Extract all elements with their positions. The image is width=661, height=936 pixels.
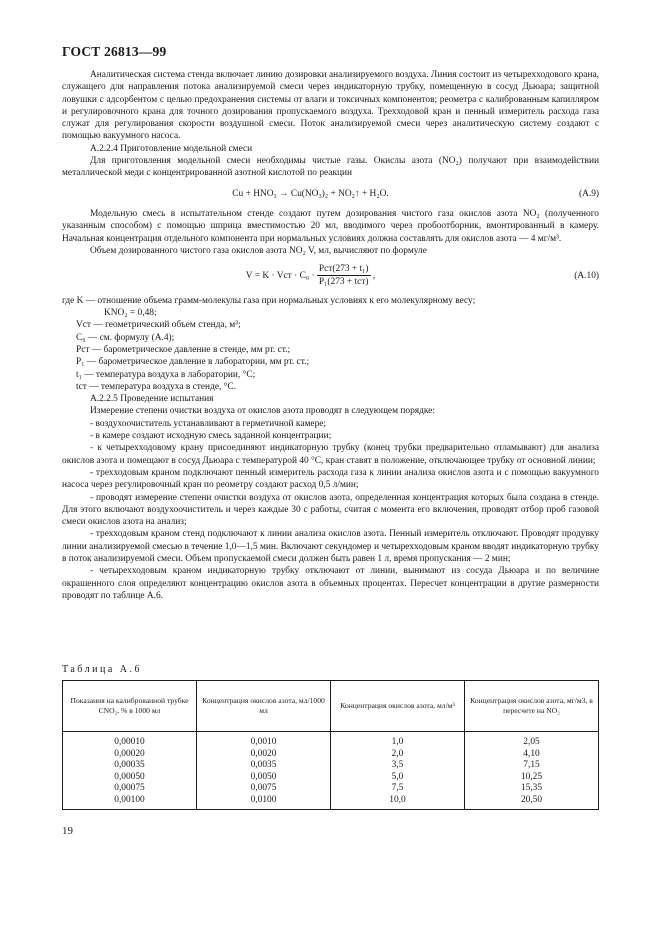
table-cell: 2,0 [331, 749, 465, 761]
table-cell: 0,00100 [63, 795, 197, 810]
table-cell: 20,50 [465, 795, 599, 810]
procedure-step: - проводят измерение степени очистки воздуха от окислов азота, определенная концентрация которых была создана в стенде. Для этого включают воздухоочиститель и через каждые 30 с работы, считая с момента его включения, проводят отбор проб газовой смеси окислов азота на анализ; [62, 492, 599, 528]
procedure-step: - в камере создают исходную смесь заданной концентрации; [90, 431, 332, 442]
table-header-cell: Концентрация окислов азота, мл/1000 мл [197, 681, 331, 732]
table-cell: 0,00020 [63, 749, 197, 761]
table-cell: 0,0075 [197, 783, 331, 795]
body-text [62, 69, 599, 602]
formula-a10-numerator: Pст(273 + t₁) [317, 263, 371, 276]
table-cell: 4,10 [465, 749, 599, 761]
formula-a10-left: V = K · Vст · C₀ · [245, 271, 315, 282]
paragraph-analytic-system: Аналитическая система стенда включает линию дозировки анализируемого воздуха. Линия состоит из четырехходового крана, служащего для направления потока анализируемой смеси через индикаторную трубку, помещенную в сосуд Дьюара; защитной ловушки с адсорбентом с целью предохранения системы от влаги и токсичных компонентов; реометра с калиброванным капилляром и регулировочного крана для точного дозирования пропускаемого воздуха. Трехходовой кран и пенный измеритель расхода газа служат для регулирования скорости воздушной смеси. Поток анализируемой смеси через аналитическую систему создают с помощью вакуумного насоса. [62, 70, 599, 142]
page-number: 19 [62, 825, 73, 837]
paragraph-volume-intro: Объем дозированного чистого газа окислов азота NO₂ V, мл, вычисляют по формуле [90, 245, 427, 256]
section-heading-a224: А.2.2.4 Приготовление модельной смеси [90, 143, 253, 154]
definition-t-st: tст — температура воздуха в стенде, °С. [76, 381, 237, 392]
table-row [63, 795, 599, 810]
conversion-table [62, 680, 599, 810]
procedure-step: - к четырехходовому крану присоединяют индикаторную трубку (конец трубки предварительно отламывают) для анализа окислов азота и помещают в сосуд Дьюара с температурой 40 °С, кран ставят в положение, отключающее трубку от основной линии; [62, 443, 599, 466]
table-header-row [63, 681, 599, 732]
section-heading-a225: А.2.2.5 Проведение испытания [90, 394, 214, 405]
definitions-list [62, 295, 599, 393]
document-header: ГОСТ 26813—99 [62, 44, 167, 59]
table-cell: 5,0 [331, 772, 465, 784]
table-row [63, 749, 599, 761]
formula-a10-tail: , [372, 271, 376, 282]
table-cell: 0,00050 [63, 772, 197, 784]
formula-a10 [62, 263, 599, 289]
table-cell: 0,0050 [197, 772, 331, 784]
table-cell: 7,5 [331, 783, 465, 795]
formula-a9-number: (А.9) [578, 188, 599, 199]
table-row [63, 760, 599, 772]
definition-t1: t₁ — температура воздуха в лаборатории, °С; [76, 369, 256, 380]
table-cell: 10,0 [331, 795, 465, 810]
table-cell: 0,0100 [197, 795, 331, 810]
formula-a10-denominator: P₁(273 + tст) [318, 277, 369, 288]
table-cell: 0,0035 [197, 760, 331, 772]
table-cell: 2,05 [465, 732, 599, 749]
definition-p1: P₁ — барометрическое давление в лаборатории, мм рт. ст.; [76, 357, 310, 368]
table-row [63, 772, 599, 784]
formula-a10-fraction [317, 263, 371, 289]
procedure-step: - четырехходовым краном индикаторную трубку отключают от линии, вынимают из сосуда Дьюара и по величине окрашенного слоя определяют концентрацию окислов азота в объемных процентах. Пересчет концентрации в другие размерности проводят по таблице А.6. [62, 566, 599, 601]
table-header-cell: Концентрация окислов азота, мг/м3, в пересчете на NO₂ [465, 681, 599, 732]
table-header-cell: Показания на калиброванной трубке CNO₂, % в 1000 мл [63, 681, 197, 732]
procedure-step: - трехходовым краном подключают пенный измеритель расхода газа к линии анализа окислов азота и с помощью вакуумного насоса через регулировочный кран по реометру создают расход 0,5 л/мин; [62, 467, 599, 491]
table-row [63, 732, 599, 749]
table-cell: 10,25 [465, 772, 599, 784]
formula-a9-expression: Cu + HNO₃ → Cu(NO₃)₂ + NO₂↑ + H₂O. [232, 188, 389, 199]
table-row [63, 783, 599, 795]
formula-a10-number: (А.10) [574, 270, 599, 281]
table-cell: 0,00010 [63, 732, 197, 749]
formula-a10-expression [62, 263, 559, 289]
table-cell: 0,00035 [63, 760, 197, 772]
table-title: Таблица А.6 [62, 664, 142, 675]
definition-c0: C₀ — см. формулу (А.4); [76, 332, 175, 343]
formula-a9 [62, 188, 599, 200]
definition-p-st: Pст — барометрическое давление в стенде, мм рт. ст.; [76, 344, 291, 355]
table-cell: 15,35 [465, 783, 599, 795]
procedure-step: - воздухоочиститель устанавливают в герметичной камере; [90, 418, 327, 429]
definition-k-no2: KNO₂ = 0,48; [104, 308, 157, 319]
paragraph-gases: Для приготовления модельной смеси необходимы чистые газы. Окислы азота (NO₂) получают при взаимодействии металлической меди с концентрированной азотной кислотой по реакции [62, 156, 599, 179]
paragraph-model-mixture: Модельную смесь в испытательном стенде создают путем дозирования чистого газа окислов азота NO₂ (полученного указанным способом) с помощью шприца вместимостью 20 мл, вводимого через пробоотборник, вмонтированный в камеру. Начальная концентрация отдельного компонента при нормальных условиях должна составлять для окислов азота — 4 мг/м³. [62, 208, 599, 244]
procedure-step: - трехходовым краном стенд подключают к линии анализа окислов азота. Пенный измеритель отключают. Проводят продувку линии анализируемой смесью в течение 1,0—1,5 мин. Включают секундомер и четырехходовым краном вводят индикаторную трубку в поток анализируемой смеси. Объем пропускаемой смеси должен быть равен 1 л, время пропускания — 2 мин; [62, 529, 599, 564]
table-cell: 1,0 [331, 732, 465, 749]
definition-v-st: Vст — геометрический объем стенда, м³; [76, 320, 241, 331]
table-cell: 0,0020 [197, 749, 331, 761]
table-cell: 0,0010 [197, 732, 331, 749]
table-cell: 3,5 [331, 760, 465, 772]
table-cell: 0,00075 [63, 783, 197, 795]
definition-k: где K — отношение объема грамм-молекулы газа при нормальных условиях к его молекулярному весу; [62, 295, 476, 306]
paragraph-procedure-intro: Измерение степени очистки воздуха от окислов азота проводят в следующем порядке: [90, 406, 435, 417]
table-header-cell: Концентрация окислов азота, мл/м³ [331, 681, 465, 732]
table-cell: 7,15 [465, 760, 599, 772]
